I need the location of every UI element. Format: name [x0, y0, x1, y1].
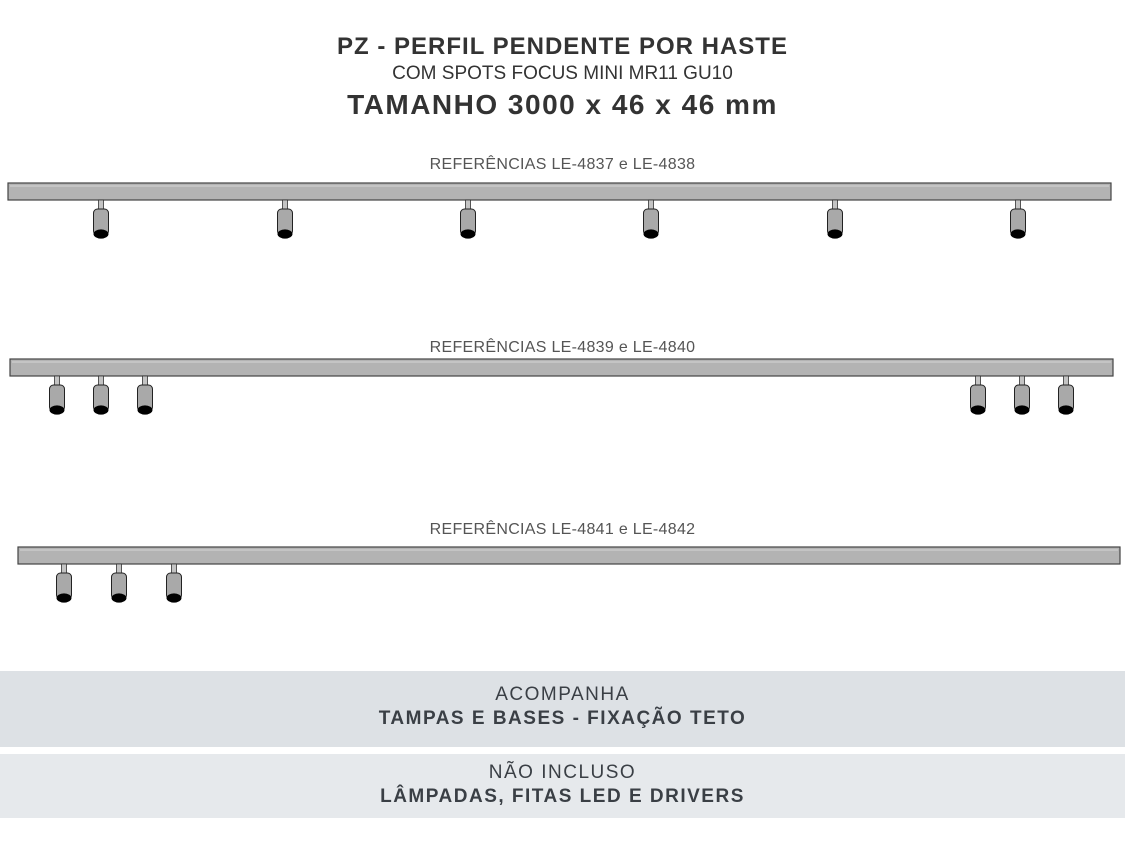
- not-included-value: LÂMPADAS, FITAS LED E DRIVERS: [380, 786, 745, 807]
- size-label: TAMANHO 3000 x 46 x 46 mm: [347, 89, 778, 120]
- not-included-label: NÃO INCLUSO: [488, 762, 637, 783]
- spot-light: [167, 564, 182, 603]
- spot-light: [1015, 376, 1030, 415]
- spot-light: [278, 200, 293, 239]
- spot-light: [461, 200, 476, 239]
- spot-light: [138, 376, 153, 415]
- reference-label-3: REFERÊNCIAS LE-4841 e LE-4842: [429, 521, 696, 538]
- page-subtitle: COM SPOTS FOCUS MINI MR11 GU10: [392, 63, 733, 84]
- page-title: PZ - PERFIL PENDENTE POR HASTE: [337, 33, 788, 60]
- included-label: ACOMPANHA: [495, 684, 630, 705]
- spot-light: [57, 564, 72, 603]
- spot-light: [1059, 376, 1074, 415]
- spot-light: [112, 564, 127, 603]
- profile-bar-1: [8, 183, 1111, 239]
- spot-light: [644, 200, 659, 239]
- spot-light: [1011, 200, 1026, 239]
- included-value: TAMPAS E BASES - FIXAÇÃO TETO: [378, 708, 747, 729]
- profile-bar-2: [10, 359, 1113, 415]
- spot-light: [50, 376, 65, 415]
- reference-label-1: REFERÊNCIAS LE-4837 e LE-4838: [429, 156, 696, 173]
- included-band: [0, 671, 1125, 747]
- spot-light: [828, 200, 843, 239]
- spot-light: [94, 200, 109, 239]
- reference-label-2: REFERÊNCIAS LE-4839 e LE-4840: [429, 339, 696, 356]
- not-included-band: [0, 754, 1125, 818]
- spot-light: [94, 376, 109, 415]
- spot-light: [971, 376, 986, 415]
- profile-bar-3: [18, 547, 1120, 603]
